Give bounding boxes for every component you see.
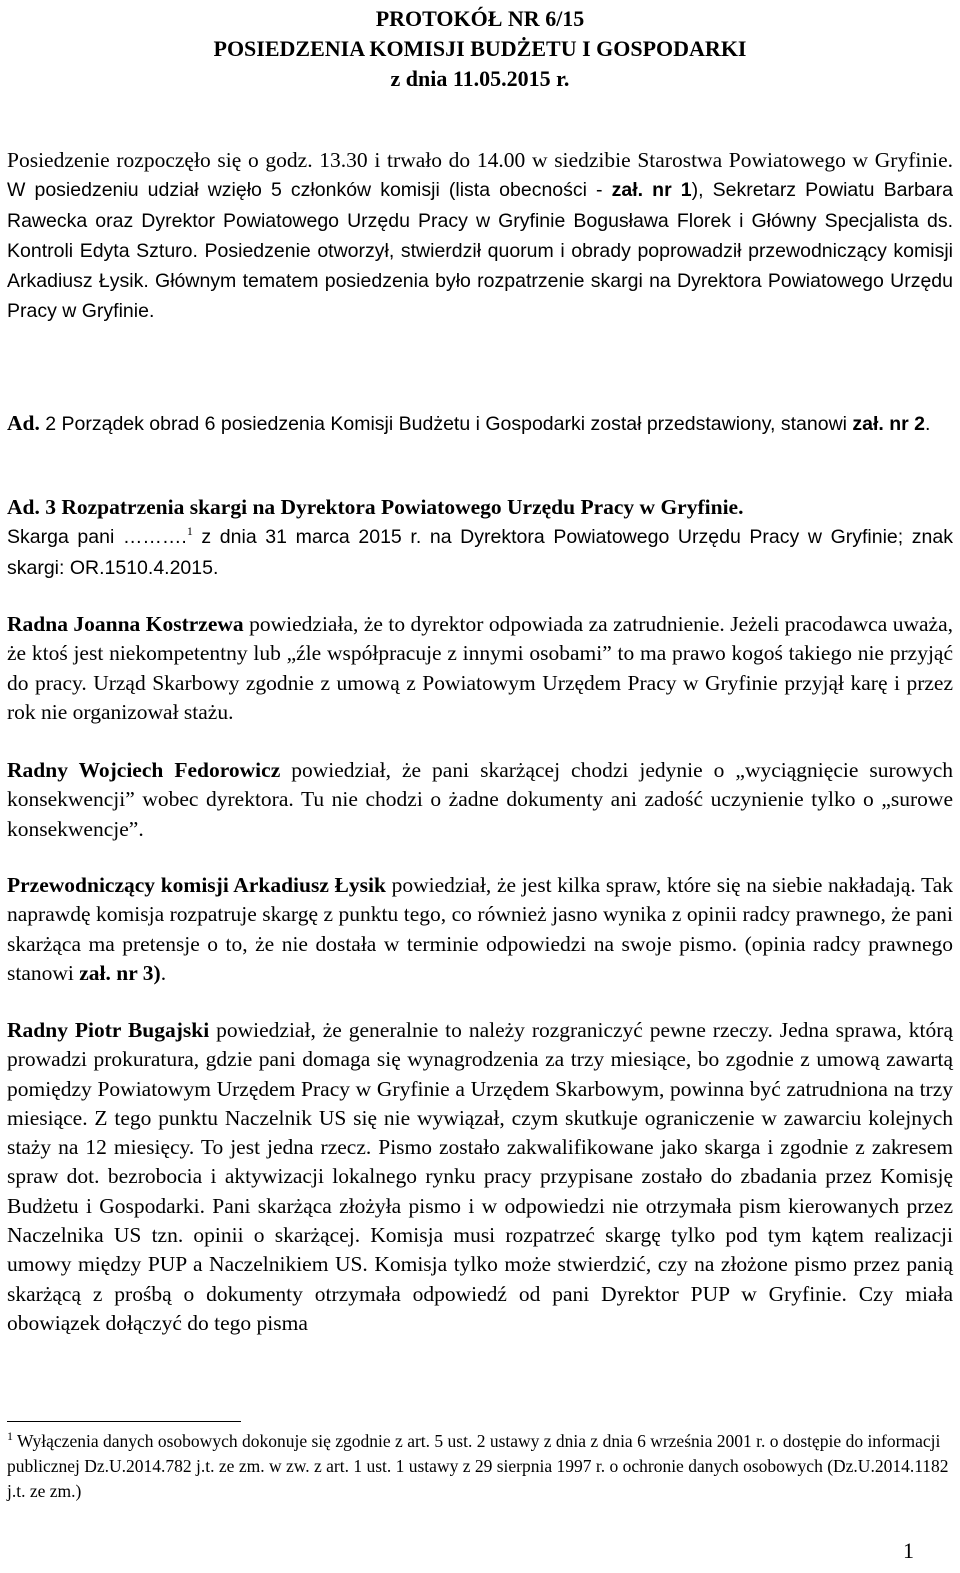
page-number: 1 — [903, 1538, 914, 1563]
footnote-ref: 1 — [186, 524, 193, 539]
agenda-label: Ad. — [7, 495, 40, 519]
agenda-label: Ad. — [7, 411, 40, 435]
agenda-item-2-text: Porządek obrad 6 posiedzenia Komisji Budżetu i Gospodarki został przedstawiony, stanowi — [56, 413, 853, 435]
statement-lysik — [7, 871, 953, 988]
statement-text: powiedziała, że to dyrektor odpowiada za zatrudnienie. Jeżeli pracodawca uważa, że ktoś jest niekompetentny lub „źle współpracuje z innymi osobami” to ma prawo kogoś takiego nie przyjąć do pracy. Urząd Skarbowy zgodnie z umową z Powiatowym Urzędem Pracy w Gryfinie przyjął karę i przez rok nie organizował stażu. — [7, 612, 953, 724]
intro-sentence-3: ), Sekretarz Powiatu Barbara Rawecka oraz Dyrektor Powiatowego Urzędu Pracy w Gryfinie Bogusława Florek i Główny Specjalista ds. Kontroli Edyta Szturo. Posiedzenie otworzył, stwierdził quorum i obrady poprowadził przewodniczący komisji Arkadiusz Łysik. Głównym tematem posiedzenia było rozpatrzenie skargi na Dyrektora Powiatowego Urzędu Pracy w Gryfinie. — [7, 179, 953, 323]
agenda-number: 2 — [45, 413, 57, 435]
agenda-item-2-end: . — [925, 413, 931, 435]
statement-text: powiedział, że pani skarżącej chodzi jedynie o „wyciągnięcie surowych konsekwencji” wobec dyrektora. Tu nie chodzi o żadne dokumenty ani zadość uczynienie tylko o „surowe konsekwencje”. — [7, 758, 953, 841]
footnote-divider — [7, 1421, 241, 1422]
statement-end: . — [160, 960, 167, 985]
statement-fedorowicz — [7, 756, 953, 844]
attachment-ref-2: zał. nr 2 — [852, 413, 926, 435]
attachment-ref-3: zał. nr 3) — [79, 960, 161, 985]
protocol-title: PROTOKÓŁ NR 6/15 — [375, 6, 585, 31]
committee-title: POSIEDZENIA KOMISJI BUDŻETU I GOSPODARKI — [213, 36, 747, 61]
footnote — [7, 1429, 953, 1504]
footnote-text: Wyłączenia danych osobowych dokonuje się zgodnie z art. 5 ust. 2 ustawy z dnia z dnia 6 września 2001 r. o dostępie do informacji publicznej Dz.U.2014.782 j.t. ze zm. w zw. z art. 1 ust. 1 ustawy z 29 sierpnia 1997 r. o ochronie danych osobowych (Dz.U.2014.1182 j.t. ze zm.) — [7, 1431, 949, 1501]
statement-text: powiedział, że jest kilka spraw, które się na siebie nakładają. Tak naprawdę komisja rozpatruje skargę z punktu tego, co również jasno wynika z opinii radcy prawnego, że pani skarżąca ma pretensje o to, że nie dostała w terminie odpowiedzi na swoje pismo. (opinia radcy prawnego stanowi — [7, 873, 953, 985]
agenda-item-3-title: 3 Rozpatrzenia skargi na Dyrektora Powiatowego Urzędu Pracy w Gryfinie. — [45, 495, 744, 519]
agenda-item-3 — [7, 493, 953, 583]
speaker-name: Radny Wojciech Fedorowicz — [7, 758, 281, 782]
speaker-name: Radny Piotr Bugajski — [7, 1018, 210, 1042]
complaint-line-b: z dnia 31 marca 2015 r. — [192, 526, 430, 549]
intro-paragraph — [7, 146, 953, 327]
intro-sentence-1: Posiedzenie rozpoczęło się o godz. 13.30 i trwało do 14.00 w siedzibie Starostwa Powiatowego w Gryfinie. — [7, 148, 953, 172]
statement-text: powiedział, że generalnie to należy rozgraniczyć pewne rzeczy. Jedna sprawa, którą prowadzi prokuratura, gdzie pani domaga się wynagrodzenia za trzy miesiące, bo zgodnie z umową zawartą pomiędzy Powiatowym Urzędem Pracy w Gryfinie a Urzędem Skarbowym, powinna być zatrudniona na trzy miesiące. Z tego punktu Naczelnik US się nie wywiązał, czym skutkuje ograniczenie w zawarciu kolejnych staży na 12 miesięcy. To jest jedna rzecz. Pismo zostało zakwalifikowane jako skarga i zgodnie z zakresem spraw dot. bezrobocia i aktywizacji lokalnego rynku pracy przypisane zostało do zbadania przez Komisję Budżetu i Gospodarki. Pani skarżąca złożyła pismo i w odpowiedzi nie otrzymała pism kierowanych przez Naczelnika US tzn. opinii o skarżącej. Komisja musi rozpatrzeć skargę tylko pod tym kątem realizacji umowy między PUP a Naczelnikiem US. Komisja tylko może stwierdzić, czy na złożone pismo przez panią skarżącą z prośbą o dokumenty otrzymała odpowiedź od pani Dyrektor PUP w Gryfinie. Czy miała obowiązek dołączyć do tego pisma — [7, 1018, 953, 1335]
speaker-name: Przewodniczący komisji Arkadiusz Łysik — [7, 873, 386, 897]
attachment-ref-1: zał. nr 1 — [611, 179, 692, 202]
footnote-number: 1 — [7, 1429, 13, 1444]
complaint-line-a: Skarga pani ………. — [7, 526, 187, 549]
statement-kostrzewa — [7, 610, 953, 727]
statement-bugajski — [7, 1016, 953, 1338]
speaker-name: Radna Joanna Kostrzewa — [7, 612, 244, 636]
intro-sentence-2: W posiedzeniu udział wzięło 5 członków komisji (lista obecności - — [7, 179, 612, 202]
complaint-line-c: na Dyrektora Powiatowego Urzędu Pracy w Gryfinie; znak skargi: OR.1510.4.2015. — [7, 526, 953, 579]
protocol-date: z dnia 11.05.2015 r. — [390, 66, 570, 91]
agenda-item-2 — [7, 409, 953, 439]
